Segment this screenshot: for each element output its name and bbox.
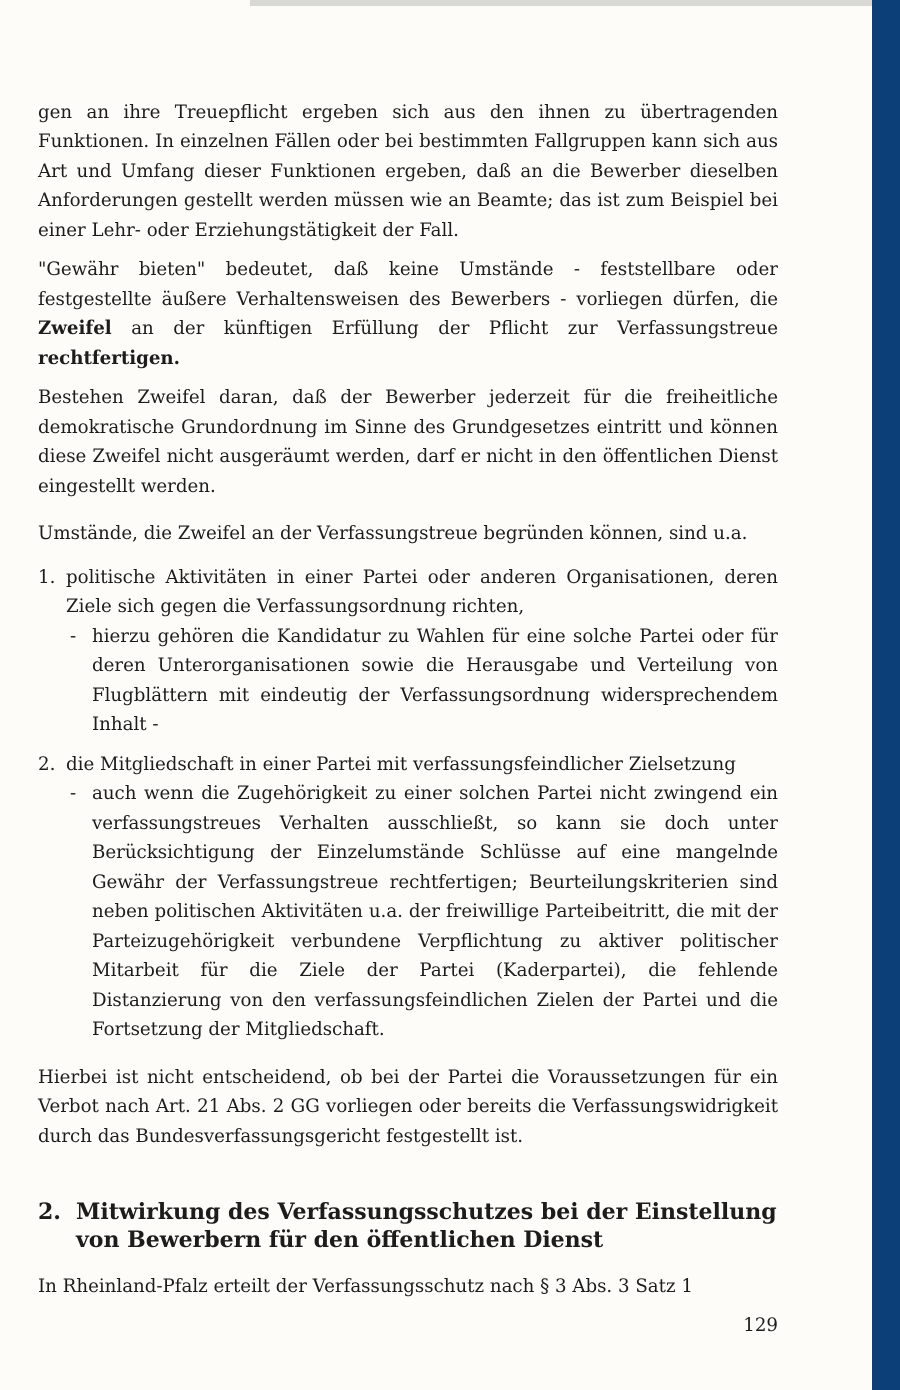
- paragraph-text: an der künftigen Erfüllung der Pflicht zur Verfassungstreue: [111, 318, 778, 340]
- section-heading: [38, 1198, 778, 1254]
- paragraph-bestehen-zweifel: Bestehen Zweifel daran, daß der Bewerber jederzeit für die freiheitliche demokratische Grundordnung im Sinne des Grundgesetzes eintritt und können diese Zweifel nicht ausgeräumt werden, darf er nicht in den öffentlichen Dienst eingestellt werden.: [38, 387, 778, 497]
- section-title: Mitwirkung des Verfassungsschutzes bei der Einstellung von Bewerbern für den öffentlichen Dienst: [76, 1199, 777, 1254]
- list-item-number: 1.: [38, 566, 56, 588]
- bold-term-zweifel: Zweifel: [38, 318, 112, 340]
- criteria-list: [38, 563, 778, 1045]
- list-item-detail-text: auch wenn die Zugehörigkeit zu einer solchen Partei nicht zwingend ein verfassungstreues Verhalten ausschließt, so kann sie doch unter Berücksichtigung der Einzelumstände Schlüsse auf eine mangelnde Gewähr der Verfassungstreue rechtfertigen; Beurteilungskriterien sind neben politischen Aktivitäten u.a. der freiwillige Parteibeitritt, die mit der Parteizugehörigkeit verbundene Verpflichtung zu aktiver politischer Mitarbeit für die Ziele der Partei (Kaderpartei), die fehlende Distanzierung von den verfassungsfeindlichen Zielen der Partei und die Fortsetzung der Mitgliedschaft.: [92, 783, 778, 1041]
- page-edge-bar: [872, 0, 900, 1390]
- dash-marker: -: [70, 783, 77, 805]
- paragraph-treuepflicht: gen an ihre Treuepflicht ergeben sich aus den ihnen zu übertragenden Funktionen. In einzelnen Fällen oder bei bestimmten Fallgruppen kann sich aus Art und Umfang dieser Funktionen ergeben, daß an die Bewerber dieselben Anforderungen gestellt werden müssen wie an Beamte; das ist zum Beispiel bei einer Lehr- oder Erziehungstätigkeit der Fall.: [38, 102, 778, 241]
- list-item: [38, 750, 778, 1045]
- dash-marker: -: [70, 625, 77, 647]
- paragraph-umstaende: Umstände, die Zweifel an der Verfassungstreue begründen können, sind u.a.: [38, 523, 748, 545]
- list-item-detail: [66, 779, 778, 1044]
- bold-term-rechtfertigen: rechtfertigen.: [38, 347, 180, 369]
- paragraph-rheinland-pfalz: In Rheinland-Pfalz erteilt der Verfassungsschutz nach § 3 Abs. 3 Satz 1: [38, 1276, 693, 1297]
- section-number: 2.: [38, 1199, 61, 1225]
- page-number: 129: [743, 1315, 778, 1336]
- paragraph-hierbei: Hierbei ist nicht entscheidend, ob bei der Partei die Voraussetzungen für ein Verbot nach Art. 21 Abs. 2 GG vorliegen oder bereits die Verfassungswidrigkeit durch das Bundesverfassungsgericht festgestellt ist.: [38, 1066, 778, 1147]
- paragraph-text: "Gewähr bieten" bedeutet, daß keine Umstände - feststellbare oder festgestellte äußere Verhaltensweisen des Bewerbers - vorliegen dürfen, die: [38, 259, 778, 310]
- list-item: [38, 563, 778, 740]
- list-item-number: 2.: [38, 753, 56, 775]
- list-item-detail: [66, 622, 778, 740]
- page-top-shadow: [250, 0, 872, 6]
- list-item-detail-text: hierzu gehören die Kandidatur zu Wahlen für eine solche Partei oder für deren Unterorganisationen sowie die Herausgabe und Verteilung von Flugblättern mit eindeutig der Verfassungsordnung widersprechendem Inhalt -: [92, 625, 778, 736]
- list-item-text: politische Aktivitäten in einer Partei oder anderen Organisationen, deren Ziele sich gegen die Verfassungsordnung richten,: [66, 566, 778, 618]
- paragraph-gewaehr-bieten: [38, 255, 778, 373]
- list-item-text: die Mitgliedschaft in einer Partei mit verfassungsfeindlicher Zielsetzung: [66, 753, 736, 775]
- page-body: [38, 98, 778, 1151]
